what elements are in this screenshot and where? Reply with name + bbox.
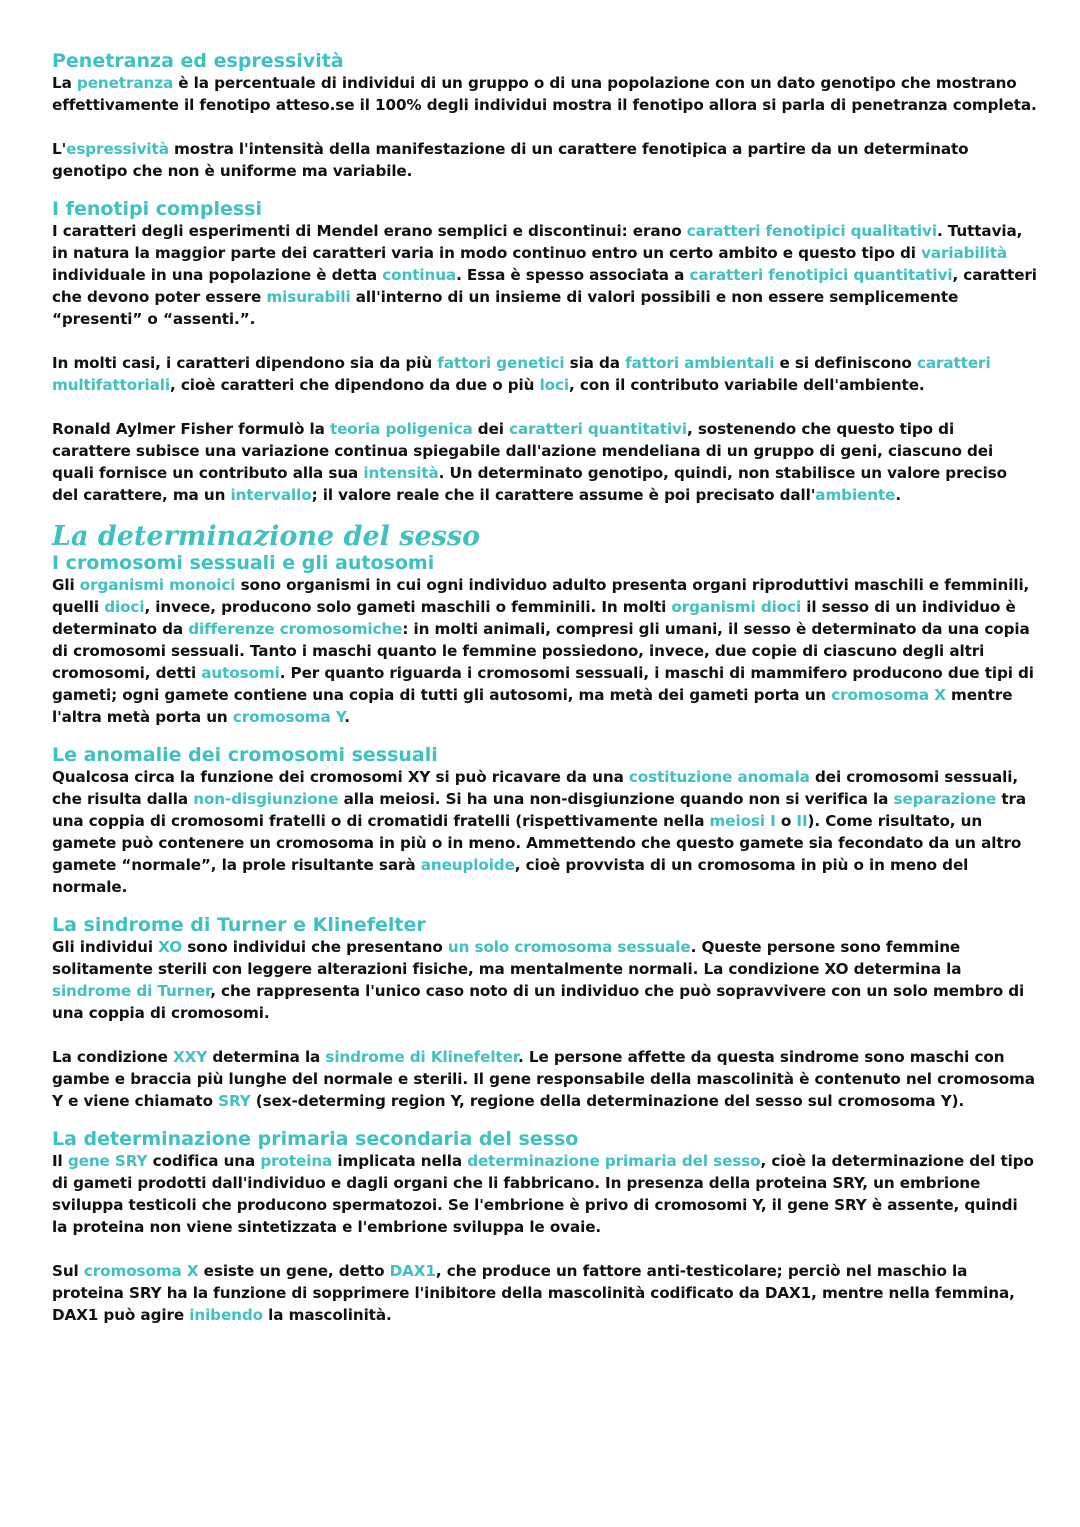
highlighted-term: ambiente xyxy=(815,486,896,504)
highlighted-term: non-disgiunzione xyxy=(193,790,339,808)
text-run: , caratteri che devono poter essere xyxy=(52,266,1037,306)
text-run: La condizione xyxy=(52,1048,174,1066)
highlighted-term: caratteri fenotipici quantitativi xyxy=(689,266,953,284)
text-run: In molti casi, i caratteri dipendono sia da più xyxy=(52,354,438,372)
highlighted-term: cromosoma X xyxy=(83,1262,199,1280)
highlighted-term: loci xyxy=(539,376,570,394)
paragraph xyxy=(52,138,1037,182)
text-run: tra una coppia di cromosomi fratelli o di cromatidi fratelli (rispettivamente nella xyxy=(52,790,1027,830)
text-run: (sex-determing region Y, regione della determinazione del sesso sul cromosoma Y). xyxy=(250,1092,965,1110)
highlighted-term: meiosi I xyxy=(709,812,776,830)
highlighted-term: intervallo xyxy=(230,486,312,504)
text-run: . Tuttavia, in natura la maggior parte dei caratteri varia in modo continuo entro un certo ambito e questo tipo di xyxy=(52,222,1023,262)
paragraph-spacer xyxy=(52,330,1037,352)
highlighted-term: determinazione primaria del sesso xyxy=(467,1152,761,1170)
highlighted-term: aneuploide xyxy=(420,856,515,874)
paragraph-spacer xyxy=(52,1238,1037,1260)
text-run: Sul xyxy=(52,1262,84,1280)
highlighted-term: XXY xyxy=(173,1048,208,1066)
text-run: sono organismi in cui ogni individuo adulto presenta organi riproduttivi maschili e femminili, quelli xyxy=(52,576,1030,616)
paragraph-spacer xyxy=(52,396,1037,418)
text-run: è la percentuale di individui di un gruppo o di una popolazione con un dato genotipo che mostrano effettivamente il fenotipo atteso.se il 100% degli individui mostra il fenotipo allora si parla di penetranza completa. xyxy=(52,74,1037,114)
text-run: sono individui che presentano xyxy=(182,938,448,956)
text-run: . Le persone affette da questa sindrome sono maschi con gambe e braccia più lunghe del normale e sterili. Il gene responsabile della mascolinità è contenuto nel cromosoma Y e viene chiamato xyxy=(52,1048,1035,1110)
section-heading: I cromosomi sessuali e gli autosomi xyxy=(52,552,435,574)
highlighted-term: fattori genetici xyxy=(437,354,565,372)
text-run: dei cromosomi sessuali, che risulta dalla xyxy=(52,768,1019,808)
text-run: ). Come risultato, un gamete può contenere un cromosoma in più o in meno. Ammettendo che questo gamete sia fecondato da un altro gamete “normale”, la prole risultante sarà xyxy=(52,812,1022,874)
section-spacer xyxy=(52,506,1037,522)
highlighted-term: organismi monoici xyxy=(79,576,236,594)
highlighted-term: cromosoma X xyxy=(831,686,946,704)
text-run: mostra l'intensità della manifestazione di un carattere fenotipica a partire da un determinato genotipo che non è uniforme ma variabile. xyxy=(52,140,969,180)
text-run: , cioè caratteri che dipendono da due o più xyxy=(169,376,540,394)
highlighted-term: XO xyxy=(158,938,183,956)
highlighted-term: un solo cromosoma sessuale xyxy=(447,938,691,956)
section-heading: La sindrome di Turner e Klinefelter xyxy=(52,914,426,936)
highlighted-term: gene SRY xyxy=(67,1152,148,1170)
text-run: , cioè provvista di un cromosoma in più o in meno del normale. xyxy=(52,856,969,896)
section-spacer xyxy=(52,728,1037,744)
text-run: esiste un gene, detto xyxy=(198,1262,390,1280)
text-run: . xyxy=(344,708,350,726)
text-run: Gli individui xyxy=(52,938,159,956)
section-spacer xyxy=(52,1112,1037,1128)
text-run: individuale in una popolazione è detta xyxy=(52,266,383,284)
text-run: alla meiosi. Si ha una non-disgiunzione quando non si verifica la xyxy=(338,790,894,808)
highlighted-term: DAX1 xyxy=(389,1262,436,1280)
text-run: ; il valore reale che il carattere assume è poi precisato dall' xyxy=(311,486,816,504)
paragraph xyxy=(52,1150,1037,1238)
text-run: : in molti animali, compresi gli umani, il sesso è determinato da una copia di cromosomi sessuali. Tanto i maschi quanto le femmine possiedono, invece, due copie di ciascuno degli altri cromosomi, detti xyxy=(52,620,1030,682)
text-run: , che produce un fattore anti-testicolare; perciò nel maschio la proteina SRY ha la funzione di sopprimere l'inibitore della mascolinità codificato da DAX1, mentre nella femmina, DAX1 può agire xyxy=(52,1262,1015,1324)
paragraph xyxy=(52,352,1037,396)
highlighted-term: dioci xyxy=(104,598,145,616)
highlighted-term: sindrome di Turner xyxy=(52,982,211,1000)
text-run: o xyxy=(775,812,797,830)
section-heading: Le anomalie dei cromosomi sessuali xyxy=(52,744,438,766)
text-run: Il xyxy=(52,1152,68,1170)
paragraph xyxy=(52,1046,1037,1112)
highlighted-term: espressività xyxy=(66,140,169,158)
text-run: il sesso di un individuo è determinato da xyxy=(52,598,1016,638)
text-run: Ronald Aylmer Fisher formulò la xyxy=(52,420,330,438)
highlighted-term: intensità xyxy=(363,464,439,482)
highlighted-term: continua xyxy=(382,266,457,284)
text-run: . xyxy=(895,486,901,504)
text-run: , invece, producono solo gameti maschili o femminili. In molti xyxy=(144,598,672,616)
highlighted-term: costituzione anomala xyxy=(628,768,810,786)
section-heading: I fenotipi complessi xyxy=(52,198,262,220)
text-run: . Un determinato genotipo, quindi, non stabilisce un valore preciso del carattere, ma un xyxy=(52,464,1007,504)
paragraph xyxy=(52,418,1037,506)
text-run: La xyxy=(52,74,77,92)
section-heading: Penetranza ed espressività xyxy=(52,50,344,72)
text-run: all'interno di un insieme di valori possibili e non essere semplicemente “presenti” o “assenti.”. xyxy=(52,288,959,328)
document-body xyxy=(52,50,1037,1326)
paragraph xyxy=(52,574,1037,728)
section-spacer xyxy=(52,898,1037,914)
text-run: . Queste persone sono femmine solitamente sterili con leggere alterazioni fisiche, ma mentalmente normali. La condizione XO determina la xyxy=(52,938,962,978)
highlighted-term: caratteri multifattoriali xyxy=(52,354,991,394)
text-run: I caratteri degli esperimenti di Mendel erano semplici e discontinui: erano xyxy=(52,222,687,240)
highlighted-term: caratteri fenotipici qualitativi xyxy=(686,222,937,240)
highlighted-term: organismi dioci xyxy=(671,598,802,616)
paragraph xyxy=(52,220,1037,330)
highlighted-term: separazione xyxy=(893,790,997,808)
paragraph-spacer xyxy=(52,1024,1037,1046)
text-run: , cioè la determinazione del tipo di gameti prodotti dall'individuo e dagli organi che li fabbricano. In presenza della proteina SRY, un embrione sviluppa testicoli che producono spermatozoi. Se l'embrione è privo di cromosomi Y, il gene SRY è assente, quindi la proteina non viene sintetizzata e l'embrione sviluppa le ovaie. xyxy=(52,1152,1034,1236)
paragraph xyxy=(52,936,1037,1024)
chapter-title: La determinazione del sesso xyxy=(52,521,481,552)
highlighted-term: misurabili xyxy=(266,288,351,306)
text-run: sia da xyxy=(564,354,626,372)
paragraph-spacer xyxy=(52,116,1037,138)
text-run: Gli xyxy=(52,576,80,594)
highlighted-term: fattori ambientali xyxy=(625,354,775,372)
paragraph xyxy=(52,1260,1037,1326)
text-run: . Per quanto riguarda i cromosomi sessuali, i maschi di mammifero producono due tipi di gameti; ogni gamete contiene una copia di tutti gli autosomi, ma metà dei gameti porta un xyxy=(52,664,1034,704)
highlighted-term: caratteri quantitativi xyxy=(509,420,687,438)
paragraph xyxy=(52,72,1037,116)
text-run: la mascolinità. xyxy=(262,1306,392,1324)
text-run: determina la xyxy=(207,1048,326,1066)
highlighted-term: inibendo xyxy=(189,1306,263,1324)
text-run: dei xyxy=(472,420,510,438)
text-run: , sostenendo che questo tipo di carattere subisce una variazione continua spiegabile dall'azione mendeliana di un gruppo di geni, ciascuno dei quali fornisce un contributo alla sua xyxy=(52,420,994,482)
text-run: mentre l'altra metà porta un xyxy=(52,686,1013,726)
highlighted-term: variabilità xyxy=(921,244,1008,262)
highlighted-term: differenze cromosomiche xyxy=(188,620,403,638)
section-heading: La determinazione primaria secondaria del sesso xyxy=(52,1128,579,1150)
text-run: Qualcosa circa la funzione dei cromosomi XY si può ricavare da una xyxy=(52,768,629,786)
highlighted-term: teoria poligenica xyxy=(329,420,473,438)
text-run: , con il contributo variabile dell'ambiente. xyxy=(569,376,925,394)
highlighted-term: cromosoma Y xyxy=(232,708,345,726)
text-run: codifica una xyxy=(147,1152,261,1170)
section-spacer xyxy=(52,182,1037,198)
highlighted-term: SRY xyxy=(218,1092,251,1110)
highlighted-term: autosomi xyxy=(201,664,280,682)
paragraph xyxy=(52,766,1037,898)
highlighted-term: proteina xyxy=(260,1152,333,1170)
text-run: , che rappresenta l'unico caso noto di un individuo che può sopravvivere con un solo membro di una coppia di cromosomi. xyxy=(52,982,1025,1022)
text-run: implicata nella xyxy=(332,1152,468,1170)
highlighted-term: sindrome di Klinefelter xyxy=(325,1048,519,1066)
text-run: L' xyxy=(52,140,67,158)
highlighted-term: II xyxy=(796,812,808,830)
highlighted-term: penetranza xyxy=(76,74,174,92)
text-run: e si definiscono xyxy=(774,354,917,372)
text-run: . Essa è spesso associata a xyxy=(456,266,690,284)
